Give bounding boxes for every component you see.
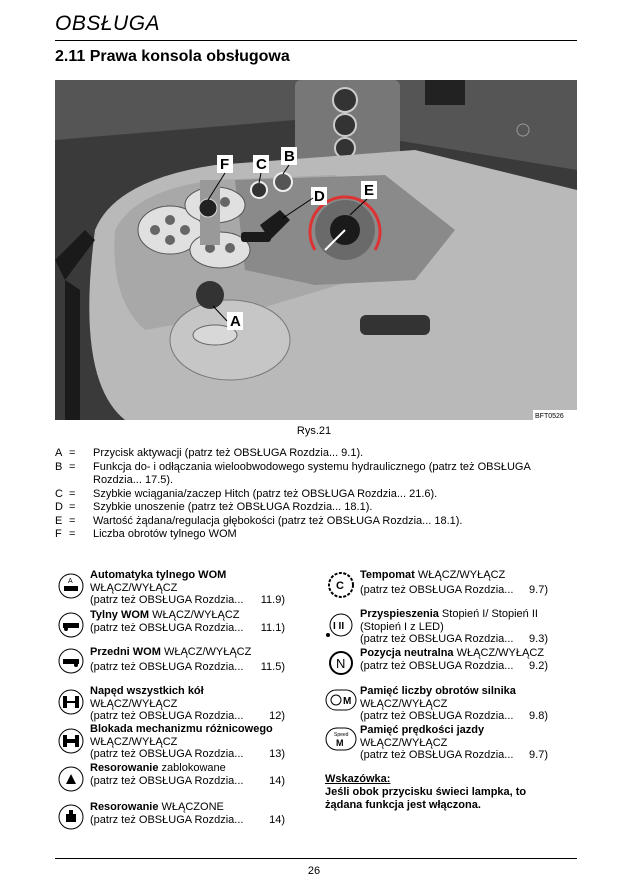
- all-wheel-drive-icon: [58, 689, 84, 720]
- section-title: 2.11 Prawa konsola obsługowa: [55, 48, 290, 65]
- page-number: 26: [307, 865, 321, 877]
- svg-text:Speed: Speed: [334, 732, 349, 738]
- figure-code: BFT0526: [535, 413, 564, 420]
- legend-item: E = Wartość żądana/regulacja głębokości (patrz też OBSŁUGA Rozdzia... 18.1).: [55, 514, 463, 527]
- figure-label-c: C: [256, 156, 267, 173]
- figure-caption: Rys.21: [296, 425, 332, 437]
- engine-memory-icon: [325, 689, 357, 716]
- header-title: OBSŁUGA: [55, 12, 161, 35]
- diff-lock-icon: [58, 728, 84, 759]
- feature-acceleration: Przyspieszenia Stopień I/ Stopień II (Stopień I z LED) (patrz też OBSŁUGA Rozdzia... 9.3): [360, 608, 548, 645]
- feature-speed-memory: Pamięć prędkości jazdy WŁĄCZ/WYŁĄCZ (patrz też OBSŁUGA Rozdzia... 9.7): [360, 724, 548, 761]
- feature-suspension-on: Resorowanie WŁĄCZONE (patrz też OBSŁUGA Rozdzia... 14): [90, 801, 285, 826]
- legend-item: D = Szybkie unoszenie (patrz też OBSŁUGA Rozdzia... 18.1).: [55, 501, 373, 513]
- feature-auto-pto: Automatyka tylnego WOM WŁĄCZ/WYŁĄCZ (patrz też OBSŁUGA Rozdzia... 11.9): [90, 569, 285, 606]
- feature-diff-lock: Blokada mechanizmu różnicowego WŁĄCZ/WYŁĄCZ (patrz też OBSŁUGA Rozdzia... 13): [90, 723, 285, 760]
- note-body: Jeśli obok przycisku świeci lampka, to żądana funkcja jest włączona.: [325, 786, 527, 811]
- legend-item: F = Liczba obrotów tylnego WOM: [55, 528, 237, 540]
- svg-text:C: C: [336, 580, 344, 592]
- svg-text:N: N: [336, 656, 346, 671]
- suspension-on-icon: [58, 804, 84, 835]
- note-box: [325, 773, 565, 812]
- feature-all-wheel-drive: Napęd wszystkich kół WŁĄCZ/WYŁĄCZ (patrz też OBSŁUGA Rozdzia... 12): [90, 685, 285, 722]
- feature-suspension-locked: Resorowanie zablokowane (patrz też OBSŁUGA Rozdzia... 14): [90, 762, 285, 787]
- figure-label-b: B: [284, 148, 295, 165]
- figure-label-a: A: [230, 313, 241, 330]
- note-title: Wskazówka:: [325, 773, 391, 785]
- suspension-locked-icon: [58, 766, 84, 797]
- svg-text:A: A: [68, 578, 73, 585]
- legend-item: B = Funkcja do- i odłączania wieloobwodowego systemu hydraulicznego (patrz też OBSŁUGA Rozdzia... 17.5).: [55, 460, 531, 486]
- svg-text:I II: I II: [333, 621, 345, 632]
- auto-pto-icon: [58, 573, 84, 604]
- console-illustration: [55, 80, 577, 420]
- legend-item: A = Przycisk aktywacji (patrz też OBSŁUGA Rozdzia... 9.1).: [55, 447, 364, 459]
- feature-rear-pto: Tylny WOM WŁĄCZ/WYŁĄCZ (patrz też OBSŁUGA Rozdzia... 11.1): [90, 609, 285, 634]
- cruise-control-icon: [328, 572, 354, 603]
- neutral-icon: [328, 650, 354, 681]
- legend-item: C = Szybkie wciągania/zaczep Hitch (patrz też OBSŁUGA Rozdzia... 21.6).: [55, 487, 438, 500]
- console-photo: [55, 80, 577, 420]
- feature-neutral: Pozycja neutralna WŁĄCZ/WYŁĄCZ (patrz też OBSŁUGA Rozdzia... 9.2): [360, 647, 548, 672]
- feature-cruise-control: Tempomat WŁĄCZ/WYŁĄCZ (patrz też OBSŁUGA Rozdzia... 9.7): [360, 569, 548, 596]
- feature-engine-memory: Pamięć liczby obrotów silnika WŁĄCZ/WYŁĄCZ (patrz też OBSŁUGA Rozdzia... 9.8): [360, 685, 548, 722]
- acceleration-icon: [325, 612, 355, 643]
- svg-text:M: M: [343, 696, 352, 707]
- figure-label-f: F: [220, 156, 230, 173]
- front-pto-icon: [58, 648, 84, 679]
- header-rule: [55, 40, 577, 41]
- speed-memory-icon: [325, 727, 357, 756]
- feature-front-pto: Przedni WOM WŁĄCZ/WYŁĄCZ (patrz też OBSŁUGA Rozdzia... 11.5): [90, 646, 285, 673]
- rear-pto-icon: [58, 612, 84, 643]
- figure-label-d: D: [314, 188, 325, 205]
- footer-rule: [55, 858, 577, 859]
- legend-list: [55, 447, 580, 542]
- svg-text:M: M: [336, 738, 344, 748]
- figure-label-e: E: [364, 182, 375, 199]
